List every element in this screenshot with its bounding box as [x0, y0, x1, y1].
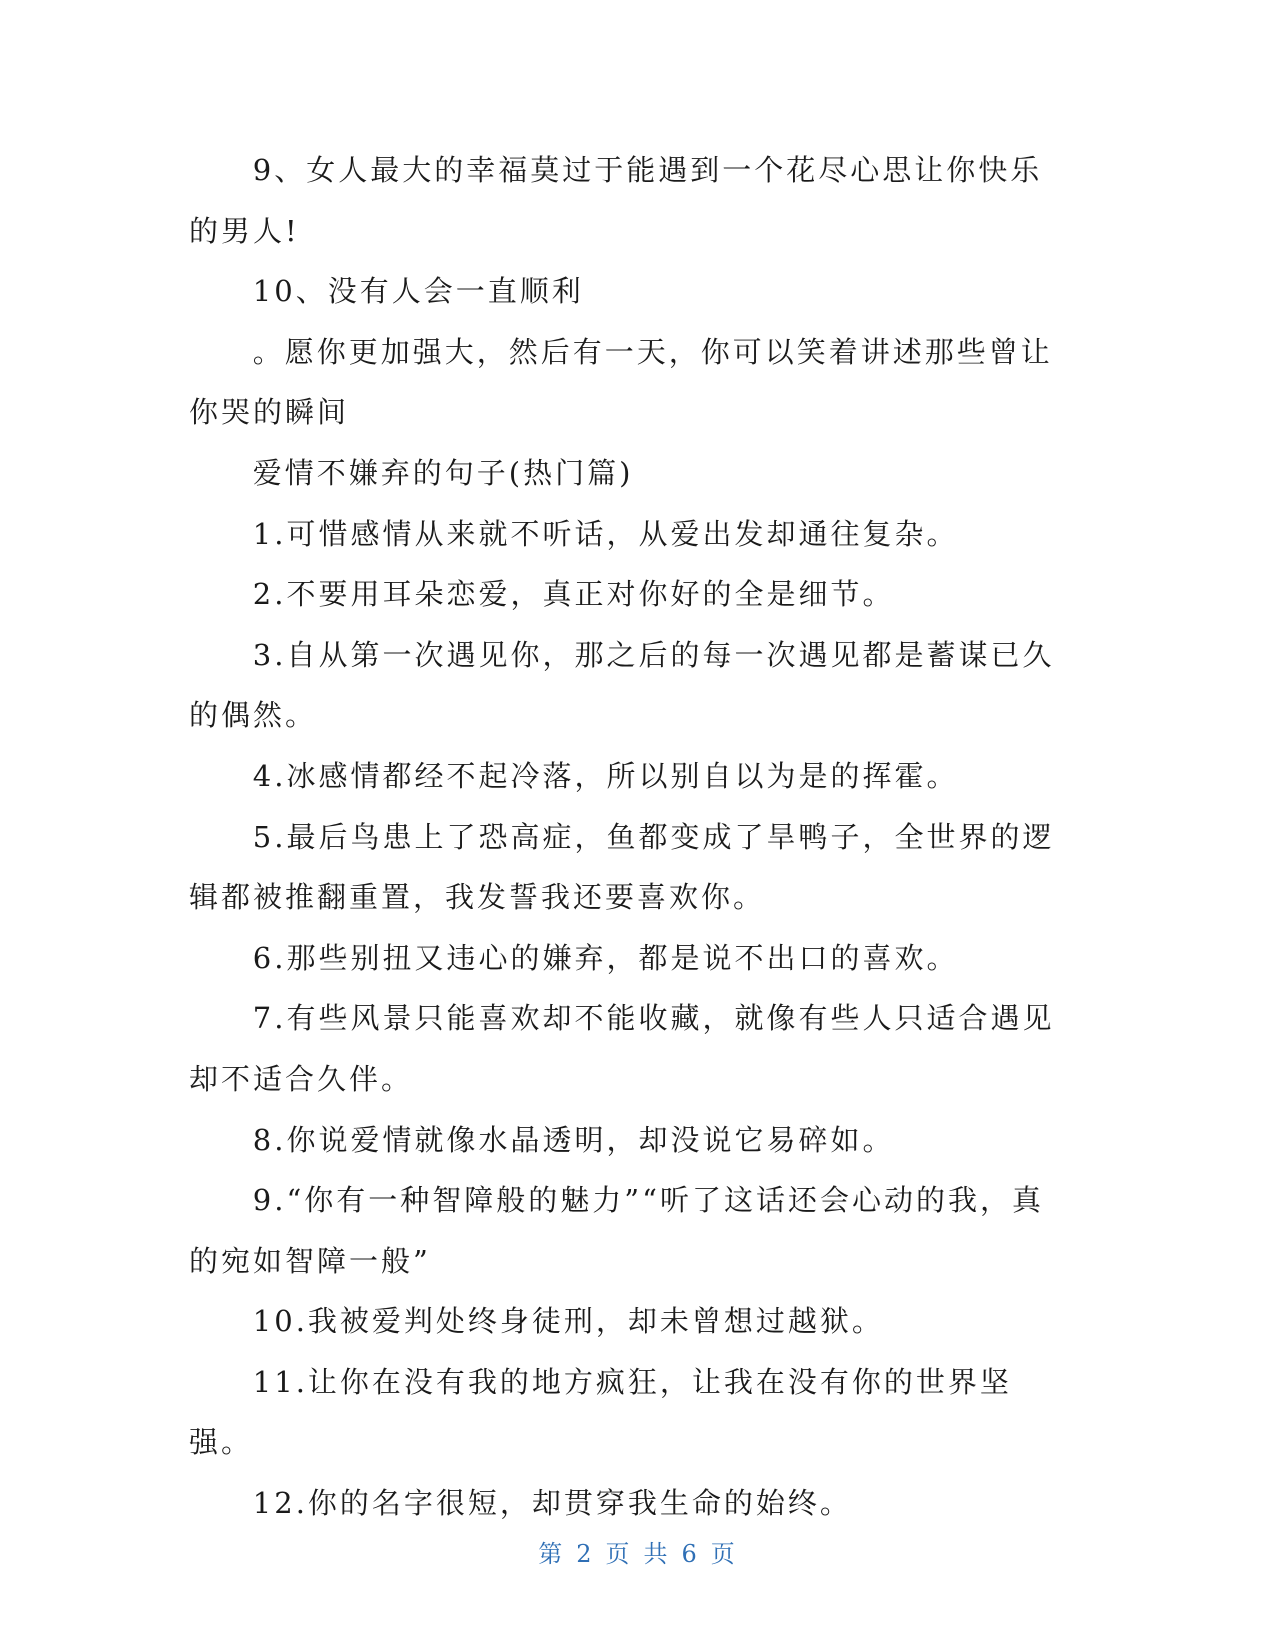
- list-item: 12.你的名字很短，却贯穿我生命的始终。: [252, 1486, 852, 1521]
- list-item: 11.让你在没有我的地方疯狂，让我在没有你的世界坚强。: [189, 1364, 1012, 1460]
- list-item: 5.最后鸟患上了恐高症，鱼都变成了旱鸭子，全世界的逻辑都被推翻重置，我发誓我还要喜欢你。: [189, 819, 1055, 915]
- footer-page-unit: 页: [605, 1540, 632, 1568]
- document-body: [189, 140, 1069, 1534]
- list-item: 1.可惜感情从来就不听话，从爱出发却通往复杂。: [252, 516, 959, 551]
- paragraph-item-9: 9、女人最大的幸福莫过于能遇到一个花尽心思让你快乐的男人!: [189, 153, 1043, 248]
- list-item: 8.你说爱情就像水晶透明，却没说它易碎如。: [252, 1122, 895, 1157]
- list-item: 10.我被爱判处终身徒刑，却未曾想过越狱。: [252, 1304, 884, 1339]
- list-item: 9.“你有一种智障般的魅力”“听了这话还会心动的我，真的宛如智障一般”: [189, 1183, 1044, 1278]
- page-footer: [0, 1534, 1275, 1569]
- section-heading: 爱情不嫌弃的句子(热门篇): [252, 455, 634, 490]
- footer-total-word: 共: [643, 1540, 670, 1568]
- paragraph-item-10: 10、没有人会一直顺利: [252, 274, 584, 309]
- list-item: 3.自从第一次遇见你，那之后的每一次遇见都是蓄谋已久的偶然。: [189, 637, 1055, 733]
- list-item: 7.有些风景只能喜欢却不能收藏，就像有些人只适合遇见却不适合久伴。: [189, 1001, 1055, 1096]
- list-item: 2.不要用耳朵恋爱，真正对你好的全是细节。: [252, 577, 895, 612]
- footer-total-pages: 6: [681, 1540, 699, 1568]
- footer-current-page: 2: [576, 1540, 594, 1568]
- footer-suffix: 页: [710, 1540, 737, 1568]
- footer-prefix: 第: [538, 1540, 565, 1568]
- list-item: 6.那些别扭又违心的嫌弃，都是说不出口的喜欢。: [252, 940, 959, 975]
- paragraph-continuation: 。愿你更加强大，然后有一天，你可以笑着讲述那些曾让你哭的瞬间: [189, 334, 1053, 430]
- list-item: 4.冰感情都经不起冷落，所以别自以为是的挥霍。: [252, 758, 959, 793]
